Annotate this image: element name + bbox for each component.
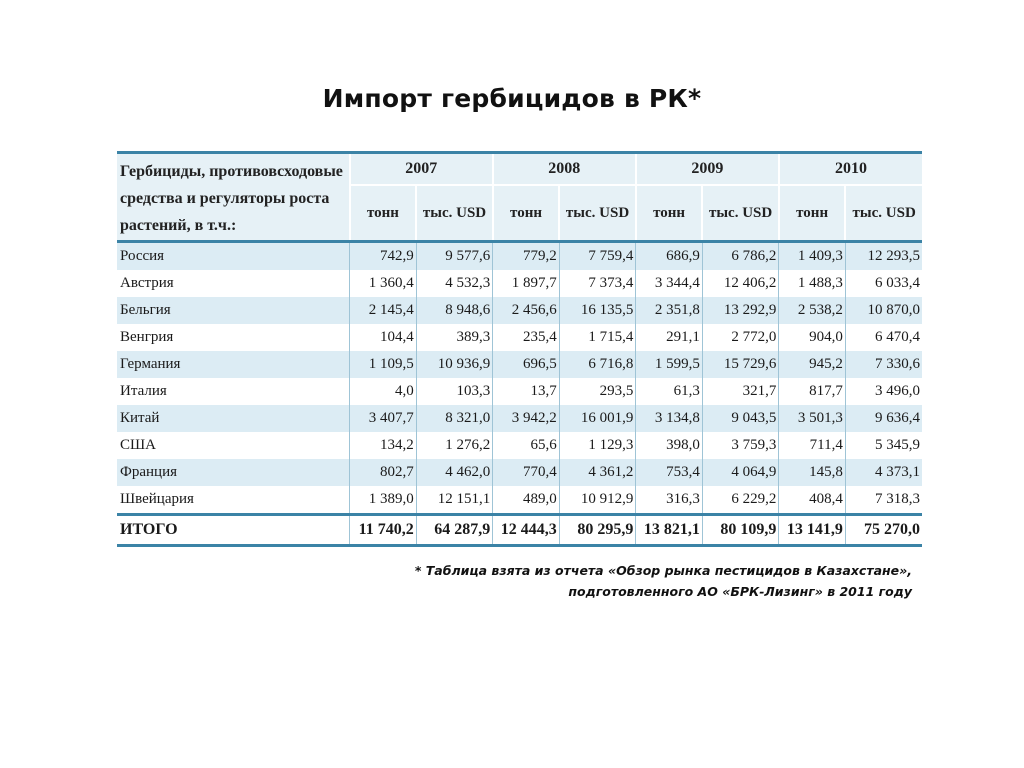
value-usd: 10 870,0 <box>845 297 922 324</box>
value-usd: 7 330,6 <box>845 351 922 378</box>
value-tons: 316,3 <box>636 486 702 515</box>
year-header-row <box>117 153 922 186</box>
value-tons: 398,0 <box>636 432 702 459</box>
table-row <box>117 324 922 351</box>
value-usd: 103,3 <box>416 378 493 405</box>
import-table-container <box>117 151 922 547</box>
unit-header-usd: тыс. USD <box>559 185 636 242</box>
value-tons: 13,7 <box>493 378 559 405</box>
unit-header-tons: тонн <box>779 185 845 242</box>
value-usd: 6 033,4 <box>845 270 922 297</box>
value-tons: 3 134,8 <box>636 405 702 432</box>
unit-header-usd: тыс. USD <box>845 185 922 242</box>
total-usd: 75 270,0 <box>845 515 922 546</box>
value-usd: 6 786,2 <box>702 242 779 271</box>
country-name: Франция <box>117 459 350 486</box>
value-usd: 9 577,6 <box>416 242 493 271</box>
value-tons: 1 109,5 <box>350 351 416 378</box>
value-usd: 321,7 <box>702 378 779 405</box>
value-tons: 134,2 <box>350 432 416 459</box>
table-row <box>117 459 922 486</box>
year-header-2010: 2010 <box>779 153 922 186</box>
value-tons: 2 538,2 <box>779 297 845 324</box>
value-usd: 3 759,3 <box>702 432 779 459</box>
value-usd: 7 373,4 <box>559 270 636 297</box>
value-tons: 2 456,6 <box>493 297 559 324</box>
value-usd: 13 292,9 <box>702 297 779 324</box>
value-usd: 8 948,6 <box>416 297 493 324</box>
value-usd: 9 043,5 <box>702 405 779 432</box>
value-tons: 61,3 <box>636 378 702 405</box>
value-usd: 6 470,4 <box>845 324 922 351</box>
value-usd: 4 373,1 <box>845 459 922 486</box>
value-usd: 4 532,3 <box>416 270 493 297</box>
value-tons: 291,1 <box>636 324 702 351</box>
value-tons: 145,8 <box>779 459 845 486</box>
category-header: Гербициды, противовсходовые средства и регуляторы роста растений, в т.ч.: <box>117 153 350 242</box>
value-tons: 104,4 <box>350 324 416 351</box>
country-name: США <box>117 432 350 459</box>
value-tons: 802,7 <box>350 459 416 486</box>
total-tons: 12 444,3 <box>493 515 559 546</box>
value-usd: 12 151,1 <box>416 486 493 515</box>
value-tons: 2 145,4 <box>350 297 416 324</box>
value-tons: 3 501,3 <box>779 405 845 432</box>
country-name: Италия <box>117 378 350 405</box>
value-usd: 6 716,8 <box>559 351 636 378</box>
country-name: Швейцария <box>117 486 350 515</box>
value-tons: 4,0 <box>350 378 416 405</box>
value-tons: 945,2 <box>779 351 845 378</box>
value-usd: 7 318,3 <box>845 486 922 515</box>
value-tons: 686,9 <box>636 242 702 271</box>
value-usd: 1 276,2 <box>416 432 493 459</box>
value-usd: 1 715,4 <box>559 324 636 351</box>
value-tons: 1 897,7 <box>493 270 559 297</box>
value-tons: 235,4 <box>493 324 559 351</box>
value-tons: 711,4 <box>779 432 845 459</box>
value-tons: 408,4 <box>779 486 845 515</box>
country-name: Венгрия <box>117 324 350 351</box>
value-usd: 3 496,0 <box>845 378 922 405</box>
value-usd: 7 759,4 <box>559 242 636 271</box>
unit-header-tons: тонн <box>350 185 416 242</box>
value-tons: 3 407,7 <box>350 405 416 432</box>
table-body <box>117 242 922 546</box>
total-tons: 13 141,9 <box>779 515 845 546</box>
value-usd: 1 129,3 <box>559 432 636 459</box>
value-usd: 9 636,4 <box>845 405 922 432</box>
unit-header-usd: тыс. USD <box>416 185 493 242</box>
value-usd: 8 321,0 <box>416 405 493 432</box>
value-usd: 12 406,2 <box>702 270 779 297</box>
value-tons: 1 360,4 <box>350 270 416 297</box>
country-name: Россия <box>117 242 350 271</box>
value-tons: 779,2 <box>493 242 559 271</box>
total-tons: 11 740,2 <box>350 515 416 546</box>
value-tons: 753,4 <box>636 459 702 486</box>
total-tons: 13 821,1 <box>636 515 702 546</box>
value-usd: 293,5 <box>559 378 636 405</box>
value-tons: 489,0 <box>493 486 559 515</box>
value-tons: 3 942,2 <box>493 405 559 432</box>
value-tons: 1 599,5 <box>636 351 702 378</box>
value-usd: 6 229,2 <box>702 486 779 515</box>
footnote-line-2: подготовленного АО «БРК-Лизинг» в 2011 году <box>568 584 912 599</box>
value-usd: 12 293,5 <box>845 242 922 271</box>
country-name: Китай <box>117 405 350 432</box>
total-row <box>117 515 922 546</box>
table-row <box>117 242 922 271</box>
value-tons: 742,9 <box>350 242 416 271</box>
value-usd: 16 135,5 <box>559 297 636 324</box>
total-usd: 80 109,9 <box>702 515 779 546</box>
unit-header-usd: тыс. USD <box>702 185 779 242</box>
year-header-2008: 2008 <box>493 153 636 186</box>
value-tons: 1 488,3 <box>779 270 845 297</box>
country-name: Австрия <box>117 270 350 297</box>
total-usd: 64 287,9 <box>416 515 493 546</box>
value-tons: 817,7 <box>779 378 845 405</box>
table-row <box>117 432 922 459</box>
value-usd: 10 936,9 <box>416 351 493 378</box>
herbicide-import-table <box>117 151 922 547</box>
value-usd: 4 361,2 <box>559 459 636 486</box>
value-tons: 2 351,8 <box>636 297 702 324</box>
value-tons: 3 344,4 <box>636 270 702 297</box>
total-label: ИТОГО <box>117 515 350 546</box>
value-tons: 1 389,0 <box>350 486 416 515</box>
value-tons: 770,4 <box>493 459 559 486</box>
country-name: Германия <box>117 351 350 378</box>
value-usd: 10 912,9 <box>559 486 636 515</box>
value-usd: 5 345,9 <box>845 432 922 459</box>
value-tons: 1 409,3 <box>779 242 845 271</box>
value-tons: 696,5 <box>493 351 559 378</box>
year-header-2009: 2009 <box>636 153 779 186</box>
table-row <box>117 351 922 378</box>
table-row <box>117 486 922 515</box>
value-usd: 15 729,6 <box>702 351 779 378</box>
table-row <box>117 405 922 432</box>
country-name: Бельгия <box>117 297 350 324</box>
source-footnote <box>292 560 912 602</box>
table-row <box>117 297 922 324</box>
unit-header-tons: тонн <box>493 185 559 242</box>
unit-header-tons: тонн <box>636 185 702 242</box>
value-usd: 16 001,9 <box>559 405 636 432</box>
value-usd: 4 064,9 <box>702 459 779 486</box>
value-usd: 4 462,0 <box>416 459 493 486</box>
table-row <box>117 270 922 297</box>
value-usd: 2 772,0 <box>702 324 779 351</box>
year-header-2007: 2007 <box>350 153 493 186</box>
table-row <box>117 378 922 405</box>
value-tons: 65,6 <box>493 432 559 459</box>
total-usd: 80 295,9 <box>559 515 636 546</box>
value-usd: 389,3 <box>416 324 493 351</box>
value-tons: 904,0 <box>779 324 845 351</box>
footnote-line-1: * Таблица взята из отчета «Обзор рынка пестицидов в Казахстане», <box>414 563 912 578</box>
page-title: Импорт гербицидов в РК* <box>322 84 702 113</box>
